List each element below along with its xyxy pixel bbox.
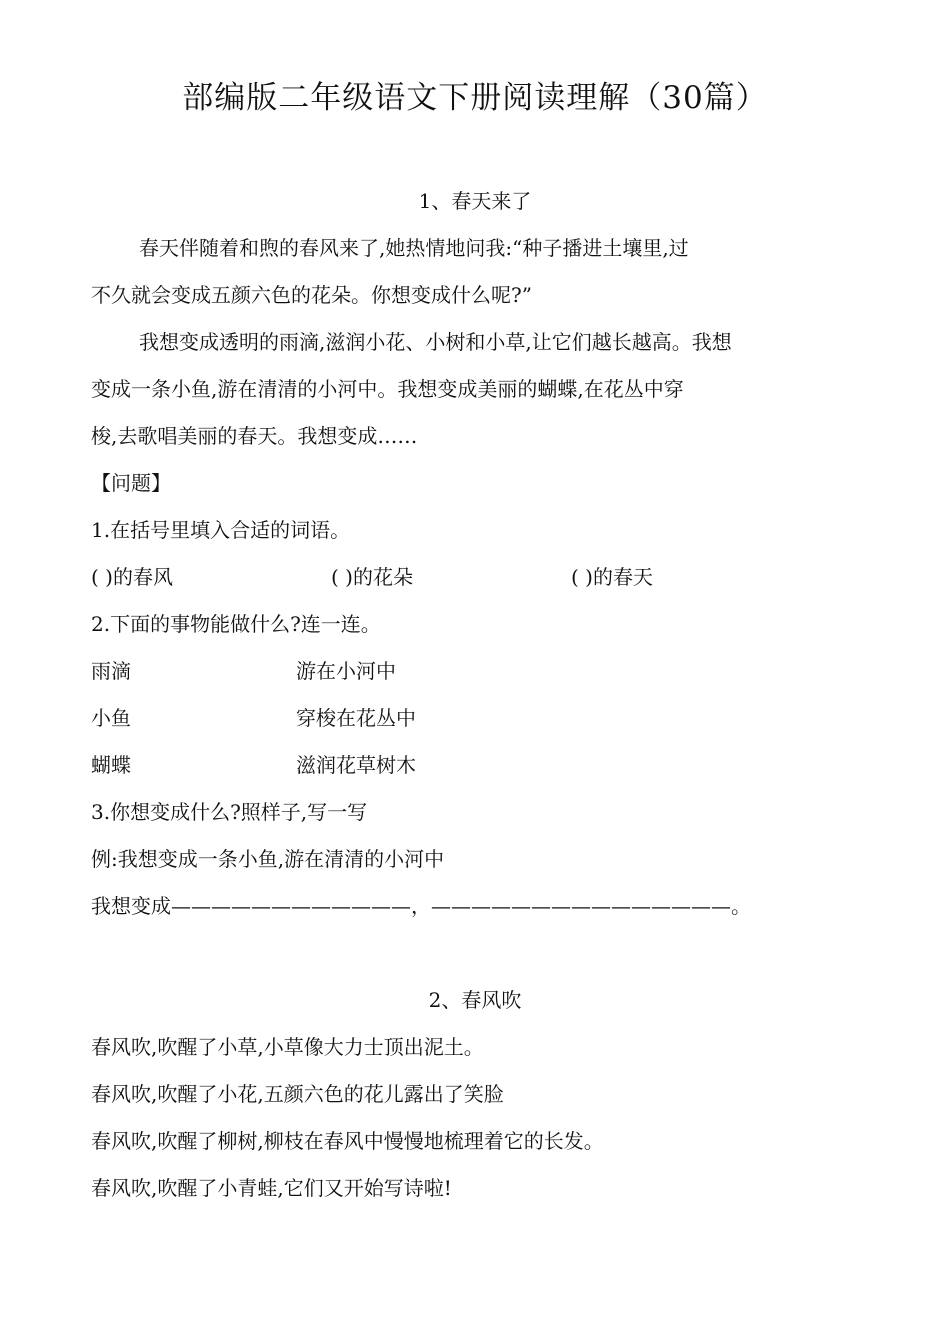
fill-blank-3: ( )的春天: [571, 565, 653, 589]
paragraph2-line3: 梭,去歌唱美丽的春天。我想变成……: [91, 424, 418, 448]
answer-line: 我想变成————————————，———————————————。: [91, 894, 751, 918]
poem-line: 春风吹,吹醒了小青蛙,它们又开始写诗啦!: [91, 1176, 452, 1200]
section2-heading: 2、春风吹: [428, 988, 522, 1012]
question-3: 3.你想变成什么?照样子,写一写: [91, 800, 368, 824]
fill-blank-2: ( )的花朵: [331, 565, 413, 589]
question-header: 【问题】: [91, 471, 171, 495]
question-2: 2.下面的事物能做什么?连一连。: [91, 612, 381, 636]
poem-line: 春风吹,吹醒了小花,五颜六色的花儿露出了笑脸: [91, 1082, 504, 1106]
fill-blank-1: ( )的春风: [91, 565, 173, 589]
paragraph1-line2: 不久就会变成五颜六色的花朵。你想变成什么呢?”: [91, 283, 532, 307]
paragraph1-line1: 春天伴随着和煦的春风来了,她热情地问我:“种子播进土壤里,过: [139, 236, 689, 260]
document-title: 部编版二年级语文下册阅读理解（30篇）: [182, 80, 768, 116]
match-left-item: 雨滴: [91, 659, 131, 683]
example-sentence: 例:我想变成一条小鱼,游在清清的小河中: [91, 847, 445, 871]
paragraph2-line2: 变成一条小鱼,游在清清的小河中。我想变成美丽的蝴蝶,在花丛中穿: [91, 377, 684, 401]
section1-heading: 1、春天来了: [418, 189, 532, 213]
question-1: 1.在括号里填入合适的词语。: [91, 518, 351, 542]
match-left-item: 小鱼: [91, 706, 131, 730]
match-right-item: 滋润花草树木: [296, 753, 416, 777]
match-right-item: 穿梭在花丛中: [296, 706, 416, 730]
poem-line: 春风吹,吹醒了小草,小草像大力士顶出泥土。: [91, 1035, 484, 1059]
poem-line: 春风吹,吹醒了柳树,柳枝在春风中慢慢地梳理着它的长发。: [91, 1129, 604, 1153]
match-left-item: 蝴蝶: [91, 753, 131, 777]
match-right-item: 游在小河中: [296, 659, 396, 683]
paragraph2-line1: 我想变成透明的雨滴,滋润小花、小树和小草,让它们越长越高。我想: [139, 330, 732, 354]
